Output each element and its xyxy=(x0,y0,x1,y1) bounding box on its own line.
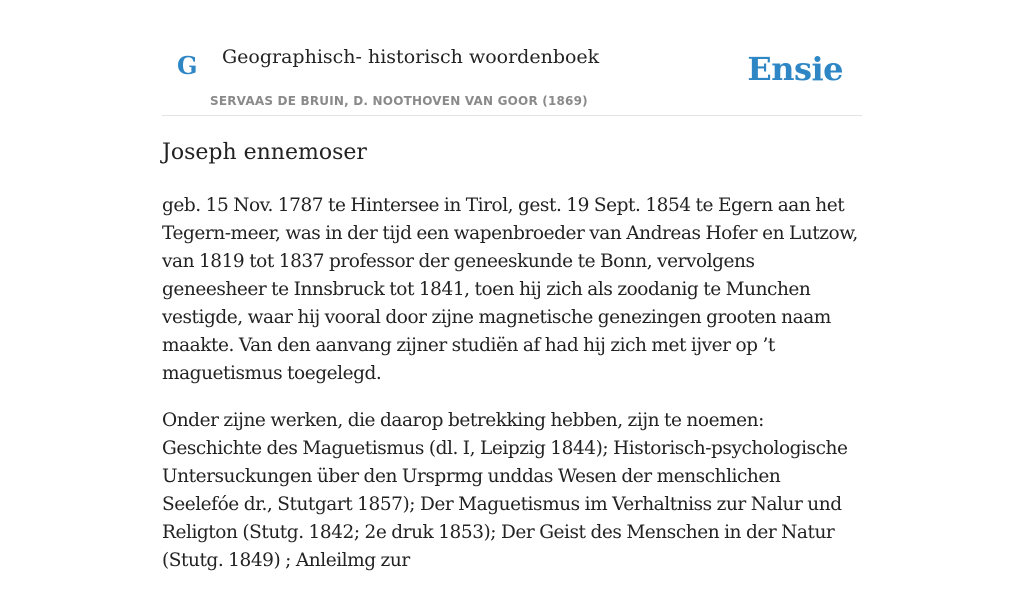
book-author: SERVAAS DE BRUIN, D. NOOTHOVEN VAN GOOR (1869) xyxy=(210,94,588,108)
entry-paragraph-2: Onder zijne werken, die daarop betrekking hebben, zijn te noemen: Geschichte des Maguetismus (dl. I, Leipzig 1844); Historisch-psychologische Untersuckungen über den Ursprmg unddas Wesen der menschlichen Seelefóe dr., Stutgart 1857); Der Maguetismus im Verhaltniss zur Nalur und Religton (Stutg. 1842; 2e druk 1853); Der Geist des Menschen in der Natur (Stutg. 1849) ; Anleilmg zur xyxy=(162,410,848,571)
book-header xyxy=(162,40,862,116)
ensie-logo-link[interactable]: Ensie xyxy=(747,50,843,88)
entry-paragraph-1: geb. 15 Nov. 1787 te Hintersee in Tirol, gest. 19 Sept. 1854 te Egern aan het Tegern-meer, was in der tijd een wapenbroeder van Andreas Hofer en Lutzow, van 1819 tot 1837 professor der geneeskunde te Bonn, vervolgens geneesheer te Innsbruck tot 1841, toen hij zich als zoodanig te Munchen vestigde, waar hij vooral door zijne magnetische genezingen grooten naam maakte. Van den aanvang zijner studiën af had hij zich met ijver op ’t maguetismus toegelegd. xyxy=(162,195,858,384)
letter-index-link[interactable]: G xyxy=(177,51,198,80)
entry-body xyxy=(162,192,862,594)
entry-title: Joseph ennemoser xyxy=(162,140,367,165)
book-title-link[interactable]: Geographisch- historisch woordenboek xyxy=(222,46,600,68)
